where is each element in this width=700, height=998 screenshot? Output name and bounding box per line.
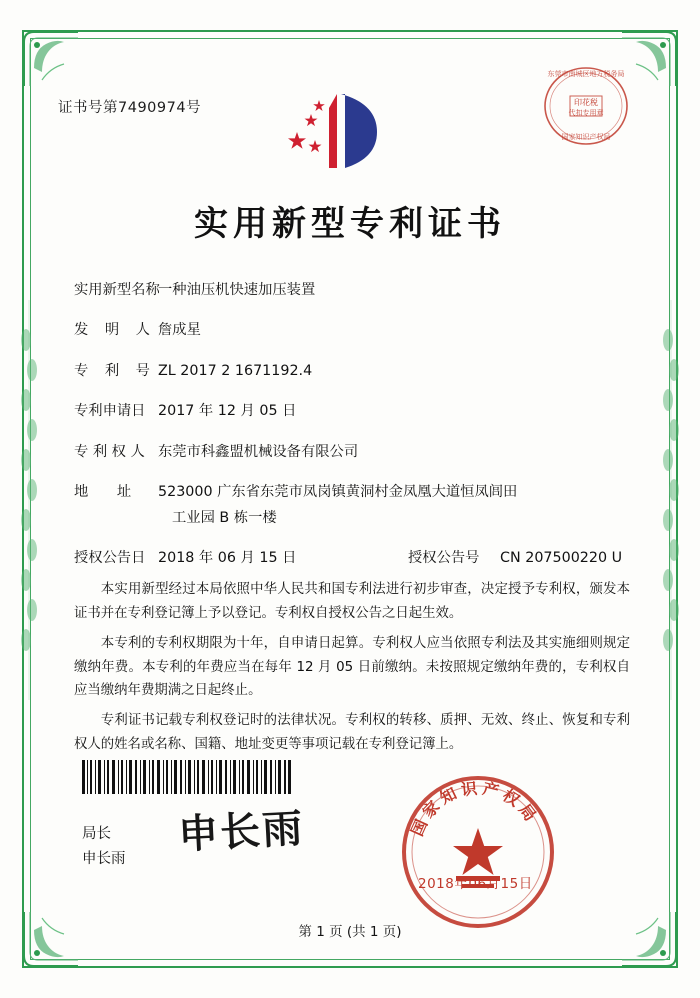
field-value-line-2: 工业园 B 栋一楼 bbox=[172, 509, 277, 526]
svg-text:印花税: 印花税 bbox=[574, 98, 598, 107]
field-label-grant-number: 授权公告号 bbox=[408, 550, 480, 567]
signature-labels bbox=[82, 822, 126, 871]
handwritten-signature: 申长雨 bbox=[177, 804, 306, 859]
director-title-label: 局长 bbox=[82, 826, 111, 842]
svg-text:国家知识产权局: 国家知识产权局 bbox=[561, 133, 611, 141]
svg-text:东莞市南城区地方税务局: 东莞市南城区地方税务局 bbox=[547, 70, 625, 78]
field-label: 实用新型名称 bbox=[74, 282, 160, 298]
page-footer: 第 1 页 (共 1 页) bbox=[298, 924, 402, 940]
legal-paragraph-3: 专利证书记载专利权登记时的法律状况。专利权的转移、质押、无效、终止、恢复和专利权人的姓名或名称、国籍、地址变更等事项记载在专利登记簿上。 bbox=[74, 713, 630, 753]
field-row-address bbox=[74, 482, 634, 529]
field-list bbox=[74, 280, 634, 589]
field-value-grant-number: CN 207500220 U bbox=[500, 550, 623, 567]
page-title: 实用新型专利证书 bbox=[194, 204, 506, 244]
patent-office-logo-icon bbox=[285, 88, 395, 174]
seal-date: 2018年06月15日 bbox=[418, 876, 533, 892]
field-label: 专利申请日 bbox=[74, 403, 146, 420]
official-red-seal-icon bbox=[398, 772, 558, 932]
field-row-inventor bbox=[74, 320, 634, 341]
field-value: 523000 广东省东莞市凤岗镇黄洞村金凤凰大道恒凤闾田 bbox=[158, 484, 518, 501]
legal-paragraph-1: 本实用新型经过本局依照中华人民共和国专利法进行初步审查，决定授予专利权，颁发本证书并在专利登记簿上予以登记。专利权自授权公告之日起生效。 bbox=[74, 582, 630, 621]
field-label-grant-date: 授权公告日 bbox=[74, 550, 146, 567]
field-label: 发 明 人 bbox=[74, 322, 156, 339]
field-row-grant-announcement bbox=[74, 548, 634, 569]
director-name-label: 申长雨 bbox=[82, 850, 126, 867]
field-value: ZL 2017 2 1671192.4 bbox=[158, 362, 313, 379]
field-row-utility-model-name bbox=[74, 280, 634, 301]
legal-paragraph-2: 本专利的专利权期限为十年，自申请日起算。专利权人应当依照专利法及其实施细则规定缴纳年费。本专利的年费应当在每年 12 月 05 日前缴纳。未按照规定缴纳年费的，专利权自应当缴纳年费期满之日起终止。 bbox=[74, 635, 630, 699]
field-label: 专 利 权 人 bbox=[74, 443, 145, 460]
svg-text:国家知识产权局: 国家知识产权局 bbox=[407, 778, 543, 839]
certificate-number: 证书号第7490974号 bbox=[58, 100, 202, 116]
barcode-icon bbox=[82, 760, 292, 794]
field-value-grant-date: 2018 年 06 月 15 日 bbox=[158, 550, 297, 567]
field-value-group bbox=[158, 482, 634, 529]
tax-stamp-icon bbox=[540, 60, 632, 152]
field-row-application-date bbox=[74, 401, 634, 422]
field-value: 东莞市科鑫盟机械设备有限公司 bbox=[158, 443, 359, 460]
field-value: 一种油压机快速加压装置 bbox=[158, 282, 316, 298]
field-row-patentee bbox=[74, 442, 634, 463]
field-label: 专 利 号 bbox=[74, 362, 156, 379]
legal-text-block bbox=[74, 578, 630, 763]
svg-text:代扣专用章: 代扣专用章 bbox=[568, 109, 604, 117]
field-label: 地 址 bbox=[74, 484, 144, 501]
field-row-patent-number bbox=[74, 361, 634, 382]
field-value: 詹成星 bbox=[158, 322, 201, 339]
field-value: 2017 年 12 月 05 日 bbox=[158, 403, 297, 420]
